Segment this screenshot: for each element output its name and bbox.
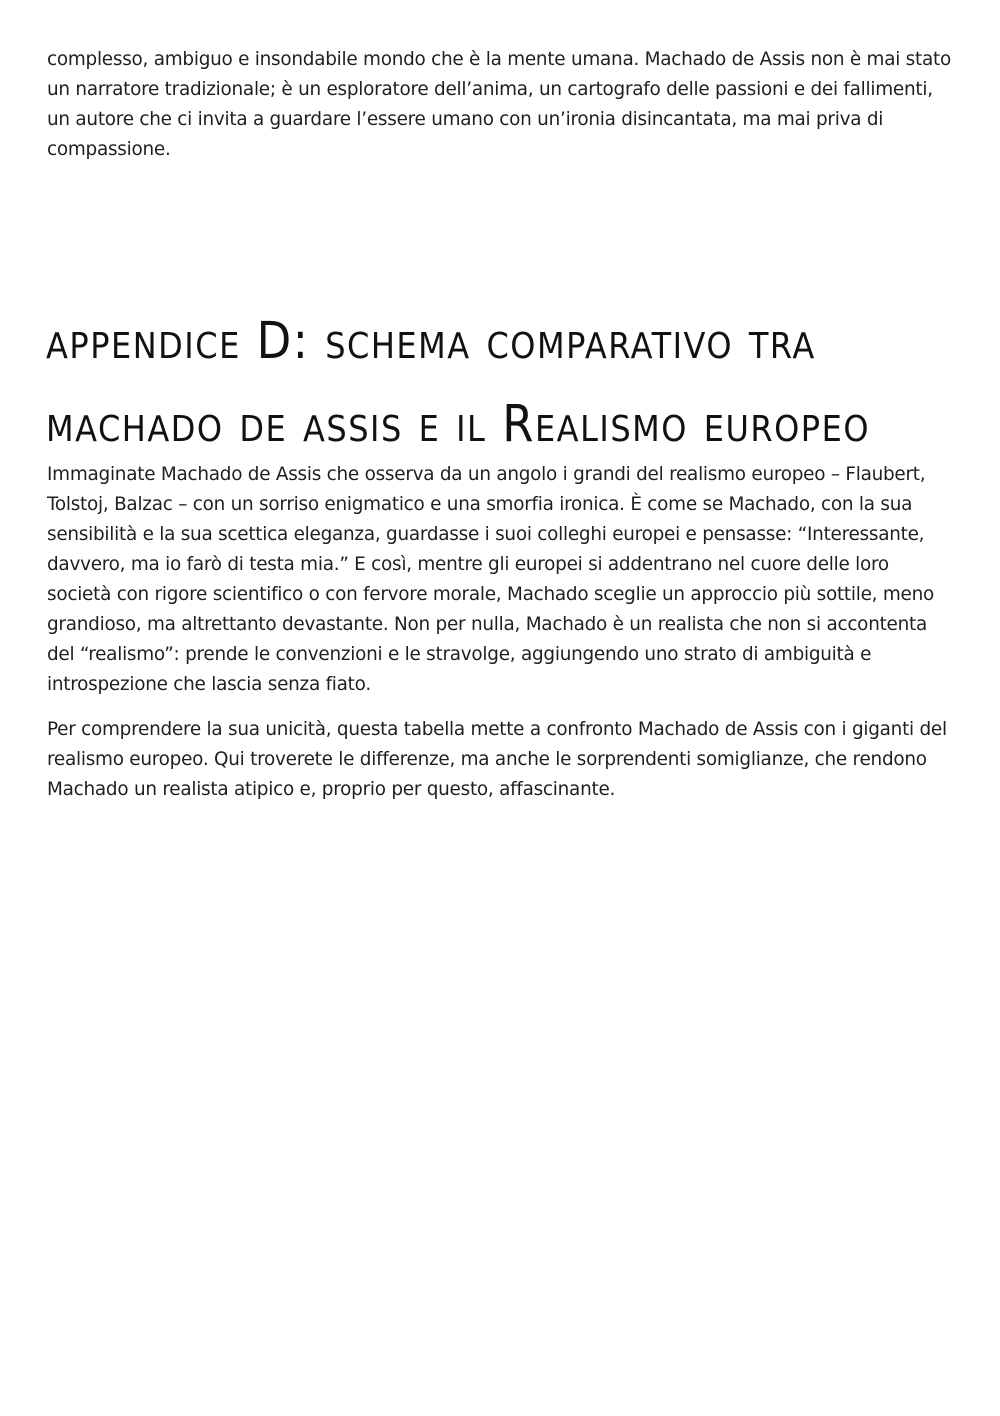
body-paragraph: Per comprendere la sua unicità, questa tabella mette a confronto Machado de Assis con i giganti del realismo europeo. Qui troverete le differenze, ma anche le sorprendenti somiglianze, che rendono Machado un realista atipico e, proprio per questo, affascinante. (47, 719, 947, 800)
section-heading: appendice D: schema comparativo tra machado de assis e il Realismo europeo (46, 311, 871, 454)
body-paragraph: Immaginate Machado de Assis che osserva da un angolo i grandi del realismo europeo – Flaubert, Tolstoj, Balzac – con un sorriso enigmatico e una smorfia ironica. È come se Machado, con la sua sensibilità e la sua scettica eleganza, guardasse i suoi colleghi europei e pensasse: “Interessante, davvero, ma io farò di testa mia.” E così, mentre gli europei si addentrano nel cuore delle loro società con rigore scientifico o con fervore morale, Machado sceglie un approccio più sottile, meno grandioso, ma altrettanto devastante. Non per nulla, Machado è un realista che non si accontenta del “realismo”: prende le convenzioni e le stravolge, aggiungendo uno strato di ambiguità e introspezione che lascia senza fiato. (47, 464, 935, 695)
intro-paragraph: complesso, ambiguo e insondabile mondo che è la mente umana. Machado de Assis non è mai stato un narratore tradizionale; è un esploratore dell’anima, un cartografo delle passioni e dei fallimenti, un autore che ci invita a guardare l’essere umano con un’ironia disincantata, ma mai priva di compassione. (47, 49, 951, 160)
